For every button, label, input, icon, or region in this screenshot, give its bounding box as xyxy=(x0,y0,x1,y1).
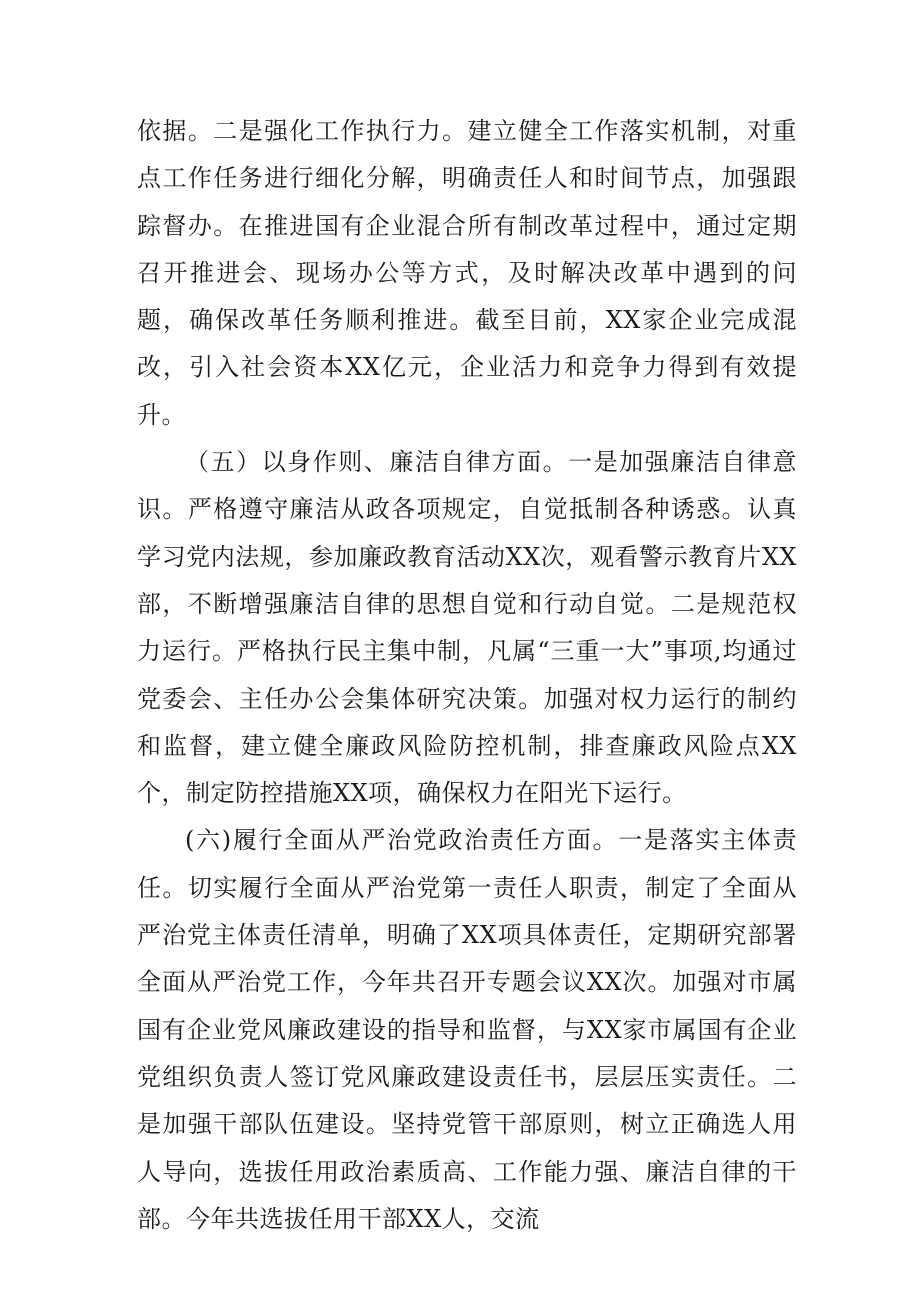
paragraph-section-six: (六)履行全面从严治党政治责任方面。一是落实主体责任。切实履行全面从严治党第一责任人职责，制定了全面从严治党主体责任清单，明确了XX项具体责任，定期研究部署全面从严治党工作，今年共召开专题会议XX次。加强对市属国有企业党风廉政建设的指导和监督，与XX家市属国有企业党组织负责人签订党风廉政建设责任书，层层压实责任。二是加强干部队伍建设。坚持党管干部原则，树立正确选人用人导向，选拔任用政治素质高、工作能力强、廉洁自律的干部。今年共选拔任用干部XX人，交流 xyxy=(137,826,797,1233)
body-text xyxy=(137,108,797,1243)
paragraph-section-five: （五）以身作则、廉洁自律方面。一是加强廉洁自律意识。严格遵守廉洁从政各项规定，自觉抵制各种诱惑。认真学习党内法规，参加廉政教育活动XX次，观看警示教育片XX部，不断增强廉洁自律的思想自觉和行动自觉。二是规范权力运行。严格执行民主集中制，凡属“三重一大”事项,均通过党委会、主任办公会集体研究决策。加强对权力运行的制约和监督，建立健全廉政风险防控机制，排查廉政风险点XX个，制定防控措施XX项，确保权力在阳光下运行。 xyxy=(137,448,797,808)
paragraph-continuation: 依据。二是强化工作执行力。建立健全工作落实机制，对重点工作任务进行细化分解，明确责任人和时间节点，加强跟踪督办。在推进国有企业混合所有制改革过程中，通过定期召开推进会、现场办公等方式，及时解决改革中遇到的问题，确保改革任务顺利推进。截至目前，XX家企业完成混改，引入社会资本XX亿元，企业活力和竞争力得到有效提升。 xyxy=(137,117,797,429)
